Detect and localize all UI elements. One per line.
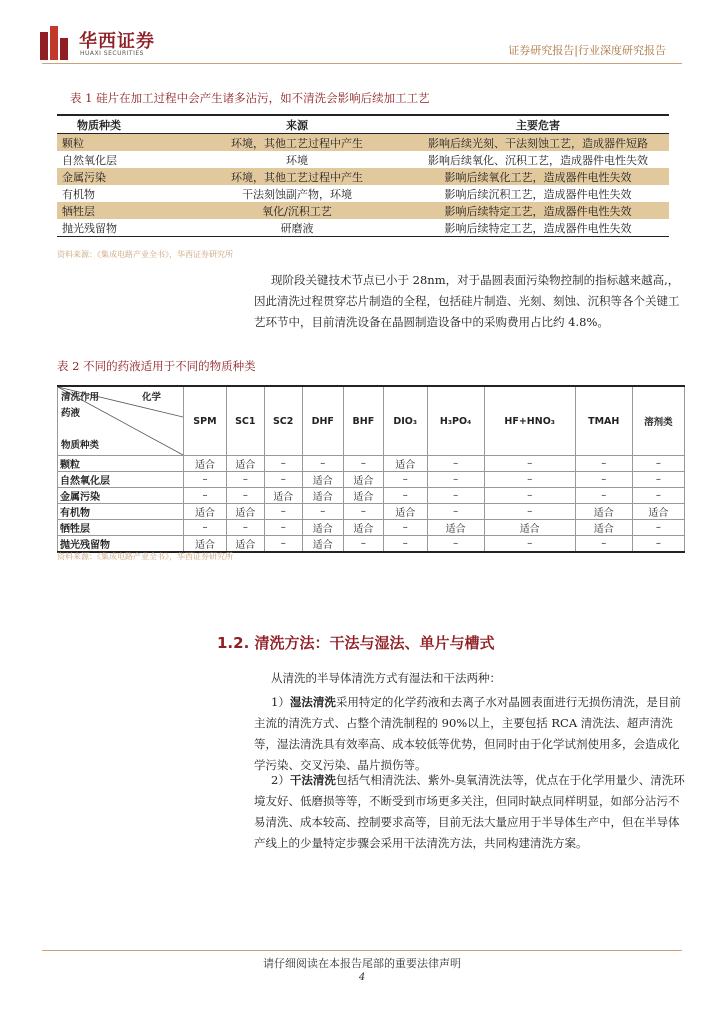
table1-cell: 影响后续特定工艺，造成器件电性失效	[407, 219, 669, 237]
table2-cell: 适合	[184, 536, 227, 553]
corner-chemical-label: 化学	[142, 392, 162, 403]
table-row	[58, 520, 685, 536]
table1-cell: 环境，其他工艺过程中产生	[187, 134, 407, 152]
table2-cell: –	[427, 504, 484, 520]
table2-col-header: H₃PO₄	[427, 386, 484, 456]
table-row	[58, 472, 685, 488]
table-row	[57, 168, 669, 185]
table2-cell: –	[343, 536, 383, 553]
table1-header-harm: 主要危害	[407, 115, 669, 134]
table1-caption: 表 1 硅片在加工过程中会产生诸多沾污，如不清洗会影响后续加工工艺	[70, 91, 430, 105]
table2-col-header: 溶剂类	[632, 386, 684, 456]
table1-cell: 影响后续光刻、干法刻蚀工艺，造成器件短路	[407, 134, 669, 152]
table-row	[58, 456, 685, 472]
table1-cell: 环境，其他工艺过程中产生	[187, 168, 407, 185]
table2-cell: –	[575, 536, 632, 553]
table1-header-row	[57, 115, 669, 134]
table-row	[58, 536, 685, 553]
report-type: 证券研究报告|行业深度研究报告	[508, 44, 666, 57]
corner-liquid-label: 药液	[61, 408, 81, 419]
table2-cell: 适合	[343, 520, 383, 536]
table2-cell: 适合	[226, 456, 264, 472]
table2-cell: –	[427, 536, 484, 553]
table1-cell: 影响后续沉积工艺，造成器件电性失效	[444, 187, 632, 201]
item1-prefix: 1）	[271, 695, 290, 709]
table2-cell: –	[632, 456, 684, 472]
table2-cell: 适合	[302, 472, 343, 488]
table2-cell: –	[427, 488, 484, 504]
table2-row-name: 颗粒	[58, 456, 184, 472]
table2-cell: 适合	[484, 520, 575, 536]
table2-cell: –	[575, 456, 632, 472]
table2-cell: –	[575, 472, 632, 488]
table2-cell: 适合	[264, 488, 302, 504]
table2-cell: –	[632, 488, 684, 504]
table1-cell: 环境	[286, 153, 308, 167]
table2-cell: 适合	[383, 456, 427, 472]
table2-cell: –	[184, 488, 227, 504]
table2-cell: –	[632, 536, 684, 553]
table2-cell: –	[383, 488, 427, 504]
table2-cell: –	[383, 520, 427, 536]
table2-col-header: DHF	[302, 386, 343, 456]
table2-cell: –	[383, 536, 427, 553]
table2-cell: 适合	[226, 504, 264, 520]
table2-col-header: BHF	[343, 386, 383, 456]
table1-cell: 影响后续氧化、沉积工艺，造成器件电性失效	[428, 153, 648, 167]
table1-cell: 金属污染	[57, 168, 187, 185]
table-row	[57, 151, 669, 168]
huaxi-logo-icon	[40, 26, 70, 60]
item2-bold: 干法清洗	[289, 773, 336, 787]
table2-cell: –	[427, 456, 484, 472]
table2-cell: 适合	[226, 536, 264, 553]
table2-col-header: SC2	[264, 386, 302, 456]
table2-cell: –	[264, 504, 302, 520]
table2-cell: –	[484, 504, 575, 520]
table2-cell: 适合	[343, 488, 383, 504]
table2-cell: 适合	[632, 504, 684, 520]
table2-col-header: DIO₃	[383, 386, 427, 456]
table2-cell: 适合	[427, 520, 484, 536]
table2-source: 资料来源：《集成电路产业全书》，华西证券研究所	[57, 552, 233, 561]
table2-corner-cell	[58, 386, 184, 456]
table2-cell: –	[226, 472, 264, 488]
table2-row-name: 抛光残留物	[58, 536, 184, 553]
table2-caption: 表 2 不同的药液适用于不同的物质种类	[57, 359, 256, 373]
table2-header-row	[58, 386, 685, 456]
table1	[57, 114, 669, 237]
table-row	[57, 202, 669, 219]
table2-cell: –	[484, 536, 575, 553]
item1-text: 采用特定的化学药液和去离子水对晶圆表面进行无损伤清洗，是目前主流的清洗方式、占整个清洗制程的 90%以上，主要包括 RCA 清洗法、超声清洗等，湿法清洗具有效率高、成本较低等优势，但同时由于化学试剂使用多，会造成化学污染、交叉污染、晶片损伤等。	[254, 695, 681, 772]
corner-type-label: 物质种类	[61, 440, 100, 451]
page-number: 4	[358, 972, 366, 983]
table2-cell: –	[264, 472, 302, 488]
table1-cell: 颗粒	[57, 134, 187, 152]
header-divider	[42, 63, 682, 64]
table2	[57, 385, 685, 553]
table2-col-header: SPM	[184, 386, 227, 456]
table2-cell: 适合	[575, 504, 632, 520]
table2-cell: –	[184, 520, 227, 536]
table2-cell: –	[264, 536, 302, 553]
table2-cell: –	[302, 456, 343, 472]
table1-cell: 干法刻蚀副产物，环境	[242, 187, 352, 201]
table2-cell: 适合	[302, 488, 343, 504]
table2-cell: –	[632, 472, 684, 488]
legal-notice: 请仔细阅读在本报告尾部的重要法律声明	[263, 957, 461, 970]
table1-source: 资料来源：《集成电路产业全书》，华西证券研究所	[57, 250, 233, 259]
table2-cell: –	[226, 520, 264, 536]
table2-col-header: SC1	[226, 386, 264, 456]
table1-cell: 影响后续特定工艺，造成器件电性失效	[407, 202, 669, 219]
table2-cell: 适合	[184, 504, 227, 520]
table2-cell: 适合	[383, 504, 427, 520]
table2-cell: 适合	[302, 520, 343, 536]
section-intro: 从清洗的半导体清洗方式有湿法和干法两种：	[271, 671, 501, 685]
table2-cell: –	[302, 504, 343, 520]
table1-cell: 氧化/沉积工艺	[187, 202, 407, 219]
table2-cell: –	[226, 488, 264, 504]
table-row	[57, 219, 669, 237]
table2-col-header: HF+HNO₃	[484, 386, 575, 456]
table2-row-name: 牺牲层	[58, 520, 184, 536]
table2-cell: –	[184, 472, 227, 488]
main-paragraph: 现阶段关键技术节点已小于 28nm，对于晶圆表面污染物控制的指标越来越高,，因此清洗过程贯穿芯片制造的全程，包括硅片制造、光刻、刻蚀、沉积等各个关键工艺环节中，目前清洗设备在晶圆制造设备中的采购费用占比约 4.8%。	[254, 273, 680, 329]
table2-cell: –	[264, 456, 302, 472]
table2-row-name: 有机物	[58, 504, 184, 520]
table2-cell: –	[632, 520, 684, 536]
table2-cell: –	[484, 456, 575, 472]
item2-prefix: 2）	[271, 773, 290, 787]
table1-cell: 抛光残留物	[57, 219, 187, 237]
table2-col-header: TMAH	[575, 386, 632, 456]
table1-header-source: 来源	[187, 115, 407, 134]
table1-cell: 研磨液	[187, 219, 407, 237]
corner-cleaning-label: 清洗作用	[61, 392, 100, 403]
section-title: 1.2. 清洗方法：干法与湿法、单片与槽式	[217, 634, 495, 652]
table2-row-name: 自然氧化层	[58, 472, 184, 488]
table-row	[57, 134, 669, 152]
table1-cell: 牺牲层	[57, 202, 187, 219]
item2-text: 包括气相清洗法、紫外-臭氧清洗法等，优点在于化学用量少、清洗环境友好、低磨损等等，不断受到市场更多关注，但同时缺点同样明显，如部分沾污不易清洗、成本较高、控制要求高等，目前无法大量应用于半导体生产中，但在半导体产线上的少量特定步骤会采用干法清洗方法，共同构建清洗方案。	[254, 773, 685, 850]
logo-english: HUAXI SECURITIES	[80, 50, 144, 57]
table2-cell: –	[343, 504, 383, 520]
table1-header-type: 物质种类	[57, 115, 187, 134]
table2-cell: –	[484, 488, 575, 504]
table-row	[58, 504, 685, 520]
table1-cell: 影响后续氧化工艺，造成器件电性失效	[407, 168, 669, 185]
table2-cell: –	[484, 472, 575, 488]
item1-bold: 湿法清洗	[289, 695, 336, 709]
table1-cell: 有机物	[62, 187, 95, 201]
table2-cell: –	[427, 472, 484, 488]
table-row	[58, 488, 685, 504]
table1-cell: 自然氧化层	[62, 153, 117, 167]
wet-cleaning-paragraph	[254, 692, 686, 776]
table2-cell: –	[343, 456, 383, 472]
table2-cell: 适合	[575, 520, 632, 536]
table2-cell: 适合	[302, 536, 343, 553]
dry-cleaning-paragraph	[254, 770, 686, 854]
table-row	[57, 185, 669, 202]
table2-cell: –	[264, 520, 302, 536]
table2-cell: –	[575, 488, 632, 504]
table2-cell: 适合	[343, 472, 383, 488]
footer-divider	[42, 950, 682, 951]
table2-row-name: 金属污染	[58, 488, 184, 504]
table2-cell: –	[383, 472, 427, 488]
logo-chinese: 华西证券	[79, 31, 155, 52]
table2-cell: 适合	[184, 456, 227, 472]
